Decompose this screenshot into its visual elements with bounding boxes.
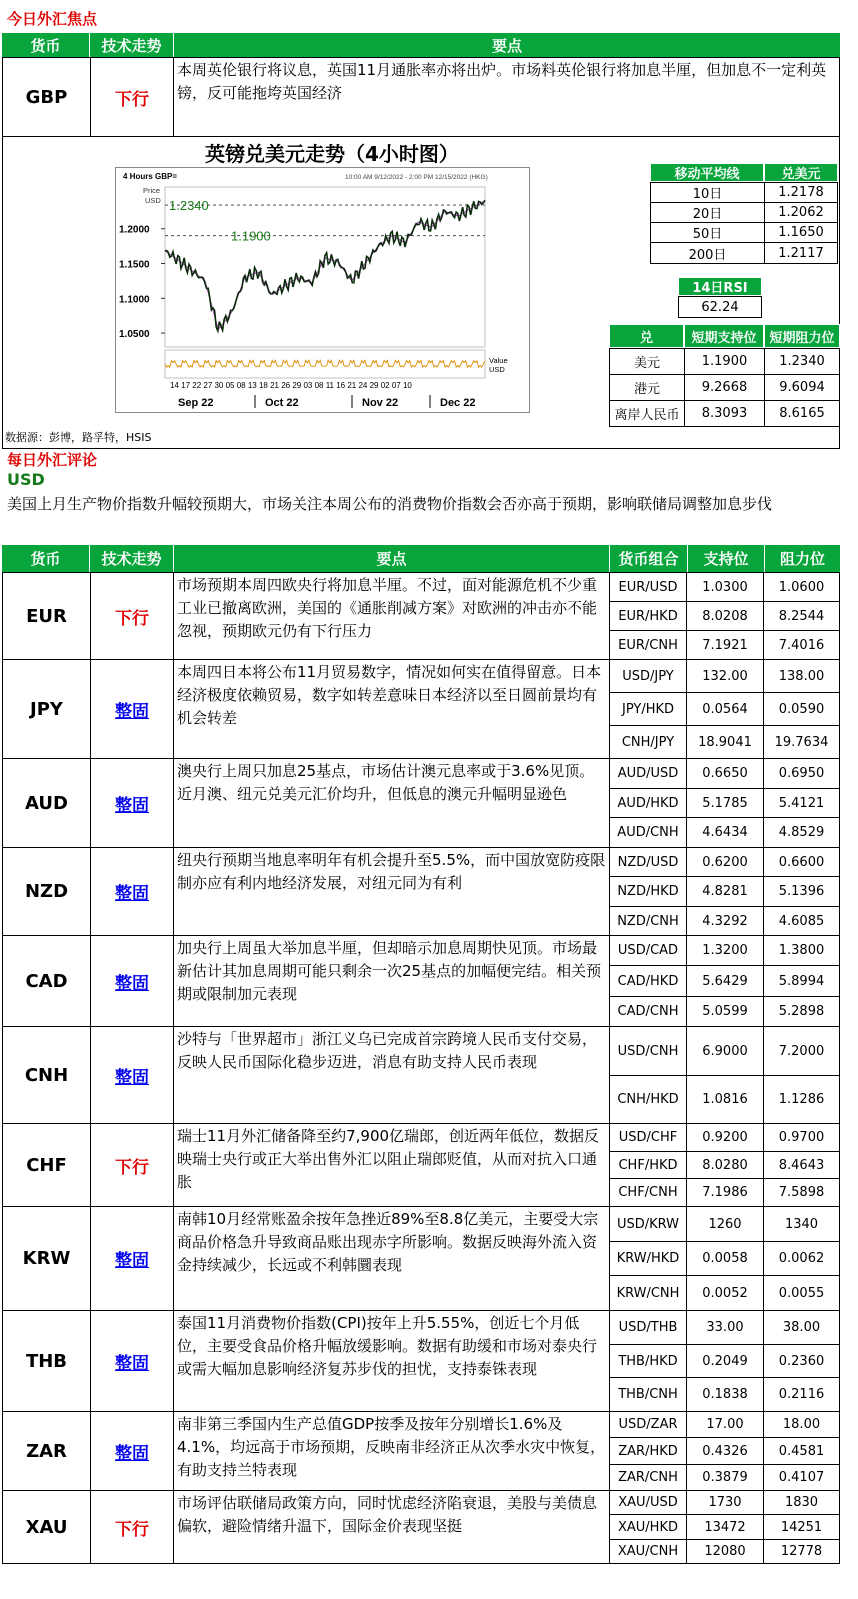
support-zar: 0.4326 bbox=[686, 1437, 764, 1465]
trend-nzd: 整固 bbox=[90, 847, 174, 936]
ma-header-period: 移动平均线 bbox=[650, 163, 764, 182]
pair-zar: ZAR/HKD bbox=[609, 1437, 687, 1465]
pair-jpy: CNH/JPY bbox=[609, 725, 687, 759]
currency-chf: CHF bbox=[2, 1123, 91, 1207]
support-nzd: 4.8281 bbox=[686, 876, 764, 907]
resist-eur: 8.2544 bbox=[763, 601, 840, 631]
support-cnh: 6.9000 bbox=[686, 1026, 764, 1076]
ma-row-value: 1.2062 bbox=[764, 202, 838, 223]
resist-xau: 12778 bbox=[763, 1539, 840, 1564]
resist-zar: 18.00 bbox=[763, 1411, 840, 1438]
trend-cnh: 整固 bbox=[90, 1026, 174, 1124]
support-zar: 0.3879 bbox=[686, 1464, 764, 1491]
support-jpy: 132.00 bbox=[686, 659, 764, 693]
currency-aud: AUD bbox=[2, 758, 91, 848]
support-krw: 0.0058 bbox=[686, 1241, 764, 1276]
sr-header-support: 短期支持位 bbox=[684, 324, 764, 348]
resist-xau: 14251 bbox=[763, 1514, 840, 1540]
pair-nzd: NZD/USD bbox=[609, 847, 687, 877]
month-label: Nov 22 bbox=[362, 397, 399, 409]
resist-jpy: 138.00 bbox=[763, 659, 840, 693]
resist-cnh: 1.1286 bbox=[763, 1075, 840, 1124]
gbp-usd-chart bbox=[115, 167, 530, 413]
ma-row-label: 50日 bbox=[650, 222, 765, 243]
month-label: Dec 22 bbox=[440, 397, 476, 409]
pair-jpy: USD/JPY bbox=[609, 659, 687, 693]
points-zar: 南非第三季国内生产总值GDP按季及按年分别增长1.6%及4.1%，均远高于市场预期，反映南非经济正从次季水灾中恢复，有助支持兰特表现 bbox=[173, 1411, 610, 1491]
currency-thb: THB bbox=[2, 1310, 91, 1412]
support-xau: 13472 bbox=[686, 1514, 764, 1540]
chart-source: 数据源：彭博，路孚特，HSIS bbox=[5, 431, 152, 444]
header-trend: 技术走势 bbox=[90, 545, 174, 572]
resist-thb: 0.2360 bbox=[763, 1344, 840, 1378]
pair-cad: CAD/CNH bbox=[609, 996, 687, 1027]
currency-krw: KRW bbox=[2, 1206, 91, 1311]
resist-nzd: 4.6085 bbox=[763, 906, 840, 936]
header-currency: 货币 bbox=[2, 33, 90, 57]
header-resist: 阻力位 bbox=[779, 550, 825, 568]
resist-jpy: 19.7634 bbox=[763, 725, 840, 759]
pair-krw: KRW/HKD bbox=[609, 1241, 687, 1276]
currency-jpy: JPY bbox=[2, 659, 91, 759]
trend-cad: 整固 bbox=[90, 935, 174, 1027]
trend-jpy: 整固 bbox=[90, 659, 174, 759]
resist-jpy: 0.0590 bbox=[763, 692, 840, 726]
trend-aud: 整固 bbox=[90, 758, 174, 848]
pair-thb: USD/THB bbox=[609, 1310, 687, 1345]
sr-row-support: 8.3093 bbox=[684, 400, 765, 427]
pair-chf: USD/CHF bbox=[609, 1123, 687, 1152]
ma-row-value: 1.2117 bbox=[764, 242, 838, 264]
y-tick-label: 1.1000 bbox=[119, 294, 150, 306]
support-nzd: 4.3292 bbox=[686, 906, 764, 936]
points-jpy: 本周四日本将公布11月贸易数字，情况如何实在值得留意。日本经济极度依赖贸易，数字如转差意味日本经济以至日圆前景均有机会转差 bbox=[173, 659, 610, 759]
focus-table-header bbox=[2, 33, 840, 57]
support-jpy: 0.0564 bbox=[686, 692, 764, 726]
support-thb: 0.1838 bbox=[686, 1377, 764, 1412]
pair-xau: XAU/USD bbox=[609, 1490, 687, 1515]
value-label: Value bbox=[489, 356, 508, 365]
resist-krw: 1340 bbox=[763, 1206, 840, 1242]
support-krw: 0.0052 bbox=[686, 1275, 764, 1311]
support-aud: 4.6434 bbox=[686, 817, 764, 848]
pair-xau: XAU/HKD bbox=[609, 1514, 687, 1540]
points-cnh: 沙特与「世界超市」浙江义乌已完成首宗跨境人民币支付交易，反映人民币国际化稳步迈进，消息有助支持人民币表现 bbox=[173, 1026, 610, 1124]
pair-aud: AUD/CNH bbox=[609, 817, 687, 848]
ma-row-label: 20日 bbox=[650, 202, 765, 223]
trend-eur: 下行 bbox=[90, 572, 174, 660]
support-cad: 1.3200 bbox=[686, 935, 764, 966]
pair-chf: CHF/HKD bbox=[609, 1151, 687, 1179]
points-krw: 南韩10月经常账盈余按年急挫近89%至8.8亿美元，主要受大宗商品价格急升导致商品账出现赤字所影响。数据反映海外流入资金持续减少，长远或不利韩圜表现 bbox=[173, 1206, 610, 1311]
pair-zar: ZAR/CNH bbox=[609, 1464, 687, 1491]
points-aud: 澳央行上周只加息25基点，市场估计澳元息率或于3.6%见顶。近月澳、纽元兑美元汇价均升，但低息的澳元升幅明显逊色 bbox=[173, 758, 610, 848]
sr-row-ccy: 港元 bbox=[609, 374, 685, 401]
points-cad: 加央行上周虽大举加息半厘，但却暗示加息周期快见顶。市场最新估计其加息周期可能只剩余一次25基点的加幅便完结。相关预期或限制加元表现 bbox=[173, 935, 610, 1027]
support-aud: 5.1785 bbox=[686, 788, 764, 818]
support-aud: 0.6650 bbox=[686, 758, 764, 789]
sr-row-resist: 9.6094 bbox=[764, 374, 840, 401]
resist-nzd: 5.1396 bbox=[763, 876, 840, 907]
usd-commentary: 美国上月生产物价指数升幅较预期大，市场关注本周公布的消费物价指数会否亦高于预期，影响联储局调整加息步伐 bbox=[7, 495, 773, 513]
y-tick-label: 1.0500 bbox=[119, 329, 150, 341]
resist-chf: 7.5898 bbox=[763, 1178, 840, 1207]
pair-cnh: CNH/HKD bbox=[609, 1075, 687, 1124]
trend-thb: 整固 bbox=[90, 1310, 174, 1412]
pair-nzd: NZD/CNH bbox=[609, 906, 687, 936]
support-jpy: 18.9041 bbox=[686, 725, 764, 759]
pair-xau: XAU/CNH bbox=[609, 1539, 687, 1564]
sr-row-resist: 8.6165 bbox=[764, 400, 840, 427]
pair-cad: CAD/HKD bbox=[609, 965, 687, 997]
pair-nzd: NZD/HKD bbox=[609, 876, 687, 907]
support-xau: 1730 bbox=[686, 1490, 764, 1515]
pair-zar: USD/ZAR bbox=[609, 1411, 687, 1438]
header-support: 支持位 bbox=[688, 545, 765, 572]
ma-row-value: 1.2178 bbox=[764, 182, 838, 203]
pair-krw: KRW/CNH bbox=[609, 1275, 687, 1311]
resist-aud: 0.6950 bbox=[763, 758, 840, 789]
pair-chf: CHF/CNH bbox=[609, 1178, 687, 1207]
support-thb: 33.00 bbox=[686, 1310, 764, 1345]
support-cad: 5.6429 bbox=[686, 965, 764, 997]
header-points: 要点 bbox=[174, 545, 610, 572]
resist-cad: 1.3800 bbox=[763, 935, 840, 966]
support-zar: 17.00 bbox=[686, 1411, 764, 1438]
support-eur: 1.0300 bbox=[686, 572, 764, 602]
support-eur: 8.0208 bbox=[686, 601, 764, 631]
points-thb: 泰国11月消费物价指数(CPI)按年上升5.55%，创近七个月低位，主要受食品价格升幅放缓影响。数据有助缓和市场对泰央行或需大幅加息影响经济复苏步伐的担忧，支持泰铢表现 bbox=[173, 1310, 610, 1412]
resist-chf: 8.4643 bbox=[763, 1151, 840, 1179]
pair-cnh: USD/CNH bbox=[609, 1026, 687, 1076]
sr-row-support: 9.2668 bbox=[684, 374, 765, 401]
trend-zar: 整固 bbox=[90, 1411, 174, 1491]
support-eur: 7.1921 bbox=[686, 630, 764, 660]
trend-chf: 下行 bbox=[90, 1123, 174, 1207]
section-title-daily: 每日外汇评论 bbox=[7, 451, 98, 469]
y-tick-label: 1.2000 bbox=[119, 224, 150, 236]
points-nzd: 纽央行预期当地息率明年有机会提升至5.5%，而中国放宽防疫限制亦应有利内地经济发展，对纽元同为有利 bbox=[173, 847, 610, 936]
pair-cad: USD/CAD bbox=[609, 935, 687, 966]
support-krw: 1260 bbox=[686, 1206, 764, 1242]
points-xau: 市场评估联储局政策方向，同时忧虑经济陷衰退，美股与美债息偏软，避险情绪升温下，国际金价表现坚挺 bbox=[173, 1490, 610, 1564]
resist-aud: 5.4121 bbox=[763, 788, 840, 818]
points-eur: 市场预期本周四欧央行将加息半厘。不过，面对能源危机不少重工业已撤离欧洲，美国的《通胀削减方案》对欧洲的冲击亦不能忽视，预期欧元仍有下行压力 bbox=[173, 572, 610, 660]
resist-zar: 0.4581 bbox=[763, 1437, 840, 1465]
points-gbp: 本周英伦银行将议息，英国11月通胀率亦将出炉。市场料英伦银行将加息半厘，但加息不一定利英镑，反可能拖垮英国经济 bbox=[173, 57, 840, 137]
currency-zar: ZAR bbox=[2, 1411, 91, 1491]
pair-krw: USD/KRW bbox=[609, 1206, 687, 1242]
month-label: Sep 22 bbox=[178, 397, 214, 409]
pair-aud: AUD/HKD bbox=[609, 788, 687, 818]
trend-krw: 整固 bbox=[90, 1206, 174, 1311]
ma-header-usd: 兑美元 bbox=[764, 163, 838, 182]
resist-krw: 0.0062 bbox=[763, 1241, 840, 1276]
header-trend: 技术走势 bbox=[90, 33, 174, 57]
support-cnh: 1.0816 bbox=[686, 1075, 764, 1124]
header-pair: 货币组合 bbox=[610, 545, 688, 572]
sr-header-vs: 兑 bbox=[609, 324, 684, 348]
header-points: 要点 bbox=[491, 36, 522, 55]
resist-eur: 1.0600 bbox=[763, 572, 840, 602]
resist-eur: 7.4016 bbox=[763, 630, 840, 660]
rsi-label: 14日RSI bbox=[678, 277, 762, 296]
support-thb: 0.2049 bbox=[686, 1344, 764, 1378]
resistance-line-label: 1.2340 bbox=[169, 198, 209, 214]
resist-thb: 0.2116 bbox=[763, 1377, 840, 1412]
support-xau: 12080 bbox=[686, 1539, 764, 1564]
section-title-focus: 今日外汇焦点 bbox=[7, 10, 98, 28]
trend-gbp: 下行 bbox=[90, 57, 174, 137]
resist-cnh: 7.2000 bbox=[763, 1026, 840, 1076]
day-ticks: 14 17 22 27 30 05 08 13 18 21 26 29 03 08 11 16 21 24 29 02 07 10 bbox=[170, 381, 412, 390]
sr-row-ccy: 美元 bbox=[609, 348, 685, 375]
resist-zar: 0.4107 bbox=[763, 1464, 840, 1491]
support-nzd: 0.6200 bbox=[686, 847, 764, 877]
ma-row-value: 1.1650 bbox=[764, 222, 838, 243]
header-currency: 货币 bbox=[2, 545, 90, 572]
ma-row-label: 10日 bbox=[650, 182, 765, 203]
price-unit: USD bbox=[145, 196, 161, 205]
resist-cad: 5.2898 bbox=[763, 996, 840, 1027]
chart-header-left: 4 Hours GBP= bbox=[123, 172, 178, 181]
currency-cnh: CNH bbox=[2, 1026, 91, 1124]
value-unit: USD bbox=[489, 365, 505, 374]
ma-row-label: 200日 bbox=[650, 242, 765, 264]
trend-xau: 下行 bbox=[90, 1490, 174, 1564]
y-tick-label: 1.1500 bbox=[119, 259, 150, 271]
month-label: Oct 22 bbox=[265, 397, 299, 409]
chart-header-right: 10:00 AM 9/12/2022 - 2:00 PM 12/15/2022 (HKG) bbox=[345, 174, 488, 181]
daily-table-header bbox=[2, 545, 840, 572]
resist-nzd: 0.6600 bbox=[763, 847, 840, 877]
sr-row-ccy: 离岸人民币 bbox=[609, 400, 685, 427]
support-chf: 8.0280 bbox=[686, 1151, 764, 1179]
currency-xau: XAU bbox=[2, 1490, 91, 1564]
resist-chf: 0.9700 bbox=[763, 1123, 840, 1152]
support-cad: 5.0599 bbox=[686, 996, 764, 1027]
pair-thb: THB/HKD bbox=[609, 1344, 687, 1378]
resist-krw: 0.0055 bbox=[763, 1275, 840, 1311]
pair-eur: EUR/HKD bbox=[609, 601, 687, 631]
pair-eur: EUR/CNH bbox=[609, 630, 687, 660]
usd-title: USD bbox=[7, 470, 45, 489]
rsi-value: 62.24 bbox=[678, 296, 762, 318]
pair-thb: THB/CNH bbox=[609, 1377, 687, 1412]
pair-eur: EUR/USD bbox=[609, 572, 687, 602]
support-line-label: 1.1900 bbox=[231, 228, 271, 244]
chart-title: 英镑兑美元走势（4小时图） bbox=[205, 142, 459, 166]
sr-row-support: 1.1900 bbox=[684, 348, 765, 375]
resist-aud: 4.8529 bbox=[763, 817, 840, 848]
resist-xau: 1830 bbox=[763, 1490, 840, 1515]
resist-cad: 5.8994 bbox=[763, 965, 840, 997]
sr-row-resist: 1.2340 bbox=[764, 348, 840, 375]
pair-aud: AUD/USD bbox=[609, 758, 687, 789]
points-chf: 瑞士11月外汇储备降至约7,900亿瑞郎，创近两年低位，数据反映瑞士央行或正大举出售外汇以阻止瑞郎贬值，从而对抗入口通胀 bbox=[173, 1123, 610, 1207]
sr-header-resist: 短期阻力位 bbox=[764, 324, 840, 348]
currency-cad: CAD bbox=[2, 935, 91, 1027]
price-label: Price bbox=[143, 186, 161, 195]
currency-nzd: NZD bbox=[2, 847, 91, 936]
currency-eur: EUR bbox=[2, 572, 91, 660]
resist-thb: 38.00 bbox=[763, 1310, 840, 1345]
currency-gbp: GBP bbox=[2, 57, 91, 137]
pair-jpy: JPY/HKD bbox=[609, 692, 687, 726]
support-chf: 0.9200 bbox=[686, 1123, 764, 1152]
support-chf: 7.1986 bbox=[686, 1178, 764, 1207]
